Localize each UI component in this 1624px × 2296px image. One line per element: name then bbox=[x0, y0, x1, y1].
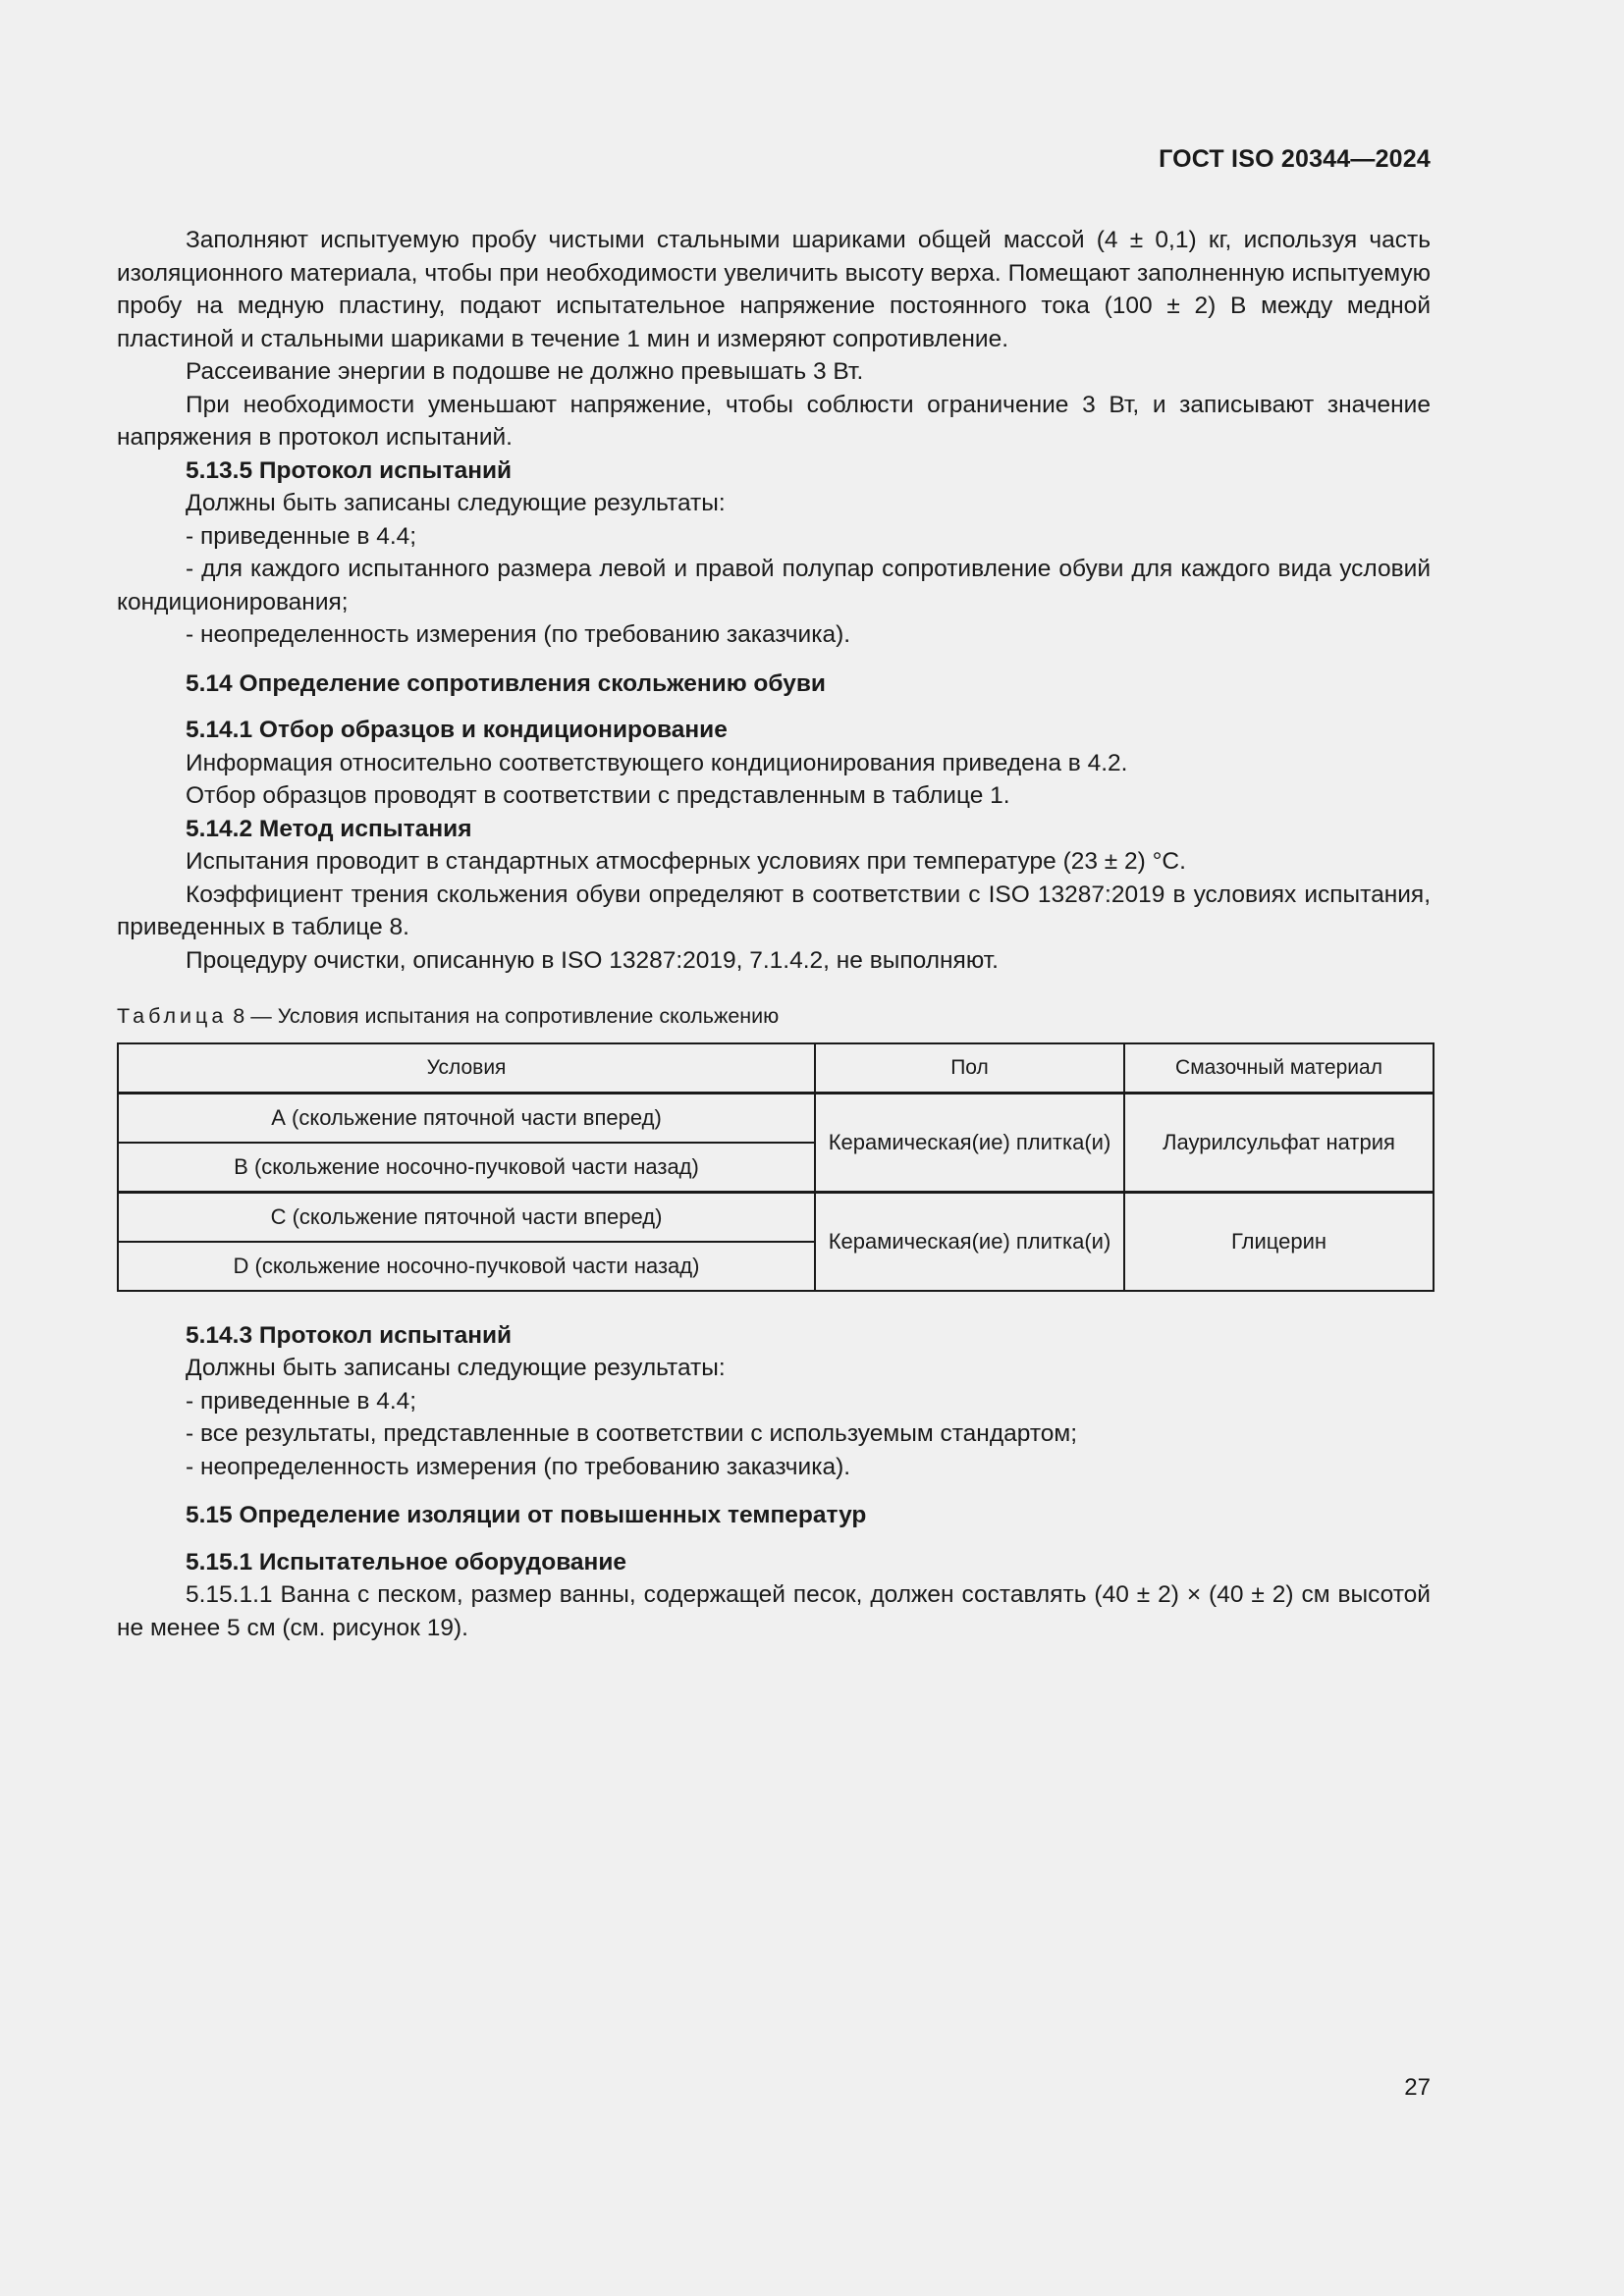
list-item: - приведенные в 4.4; bbox=[186, 1387, 417, 1415]
section-heading-5-15-1: 5.15.1 Испытательное оборудование bbox=[186, 1548, 627, 1575]
table-caption bbox=[117, 1000, 1431, 1034]
paragraph: Отбор образцов проводят в соответствии с представленным в таблице 1. bbox=[186, 782, 1010, 809]
section-heading-5-13-5: 5.13.5 Протокол испытаний bbox=[186, 456, 513, 484]
section-heading-5-15: 5.15 Определение изоляции от повышенных температур bbox=[186, 1502, 867, 1528]
list-item: - приведенные в 4.4; bbox=[186, 522, 417, 550]
table-row bbox=[118, 1192, 1434, 1242]
paragraph: Рассеивание энергии в подошве не должно превышать 3 Вт. bbox=[186, 358, 864, 385]
lubricant-cell: Лаурилсульфат натрия bbox=[1124, 1093, 1434, 1192]
paragraph: Должны быть записаны следующие результаты: bbox=[186, 490, 726, 516]
paragraph: Коэффициент трения скольжения обуви определяют в соответствии с ISO 13287:2019 в условиях испытания, приведенных в таблице 8. bbox=[117, 881, 1431, 940]
slip-resistance-table bbox=[117, 1042, 1435, 1292]
section-heading-5-14-2: 5.14.2 Метод испытания bbox=[186, 815, 472, 842]
condition-cell: D (скольжение носочно-пучковой части назад) bbox=[118, 1242, 815, 1291]
paragraph: 5.15.1.1 Ванна с песком, размер ванны, содержащей песок, должен составлять (40 ± 2) × (40 ± 2) см высотой не менее 5 см (см. рисунок 19). bbox=[117, 1581, 1431, 1641]
header-lubricant: Смазочный материал bbox=[1124, 1043, 1434, 1094]
table-caption-text: 8 — Условия испытания на сопротивление скольжению bbox=[233, 1004, 780, 1028]
table-row bbox=[118, 1093, 1434, 1143]
list-item: - все результаты, представленные в соответствии с используемым стандартом; bbox=[186, 1420, 1078, 1447]
floor-cell: Керамическая(ие) плитка(и) bbox=[815, 1093, 1124, 1192]
section-heading-5-14-3: 5.14.3 Протокол испытаний bbox=[186, 1321, 513, 1349]
header-conditions: Условия bbox=[118, 1043, 815, 1094]
document-code-header: ГОСТ ISO 20344—2024 bbox=[1159, 145, 1431, 173]
page-content bbox=[117, 224, 1431, 1644]
paragraph: Должны быть записаны следующие результаты: bbox=[186, 1355, 726, 1381]
paragraph: Заполняют испытуемую пробу чистыми стальными шариками общей массой (4 ± 0,1) кг, используя часть изоляционного материала, чтобы при необходимости увеличить высоту верха. Помещают заполненную испытуемую пробу на медную пластину, подают испытательное напряжение постоянного тока (100 ± 2) В между медной пластиной и стальными шариками в течение 1 мин и измеряют сопротивление. bbox=[117, 227, 1431, 352]
header-floor: Пол bbox=[815, 1043, 1124, 1094]
condition-cell: С (скольжение пяточной части вперед) bbox=[118, 1192, 815, 1242]
list-item: - неопределенность измерения (по требованию заказчика). bbox=[186, 621, 851, 648]
floor-cell: Керамическая(ие) плитка(и) bbox=[815, 1192, 1124, 1291]
paragraph: Процедуру очистки, описанную в ISO 13287:2019, 7.1.4.2, не выполняют. bbox=[186, 946, 999, 974]
table-header-row bbox=[118, 1043, 1434, 1094]
section-heading-5-14: 5.14 Определение сопротивления скольжению обуви bbox=[186, 669, 826, 697]
paragraph: Испытания проводит в стандартных атмосферных условиях при температуре (23 ± 2) °С. bbox=[186, 848, 1186, 875]
list-item: - для каждого испытанного размера левой и правой полупар сопротивление обуви для каждого вида условий кондиционирования; bbox=[117, 556, 1431, 615]
table-caption-word: Таблица bbox=[117, 1004, 228, 1028]
page-number: 27 bbox=[1404, 2074, 1431, 2101]
list-item: - неопределенность измерения (по требованию заказчика). bbox=[186, 1453, 851, 1480]
paragraph: Информация относительно соответствующего кондиционирования приведена в 4.2. bbox=[186, 749, 1128, 776]
paragraph: При необходимости уменьшают напряжение, чтобы соблюсти ограничение 3 Вт, и записывают значение напряжения в протокол испытаний. bbox=[117, 391, 1431, 451]
section-heading-5-14-1: 5.14.1 Отбор образцов и кондиционирование bbox=[186, 717, 728, 743]
section-5-14-3 bbox=[117, 1319, 1431, 1484]
lubricant-cell: Глицерин bbox=[1124, 1192, 1434, 1291]
condition-cell: А (скольжение пяточной части вперед) bbox=[118, 1093, 815, 1143]
condition-cell: В (скольжение носочно-пучковой части назад) bbox=[118, 1143, 815, 1193]
